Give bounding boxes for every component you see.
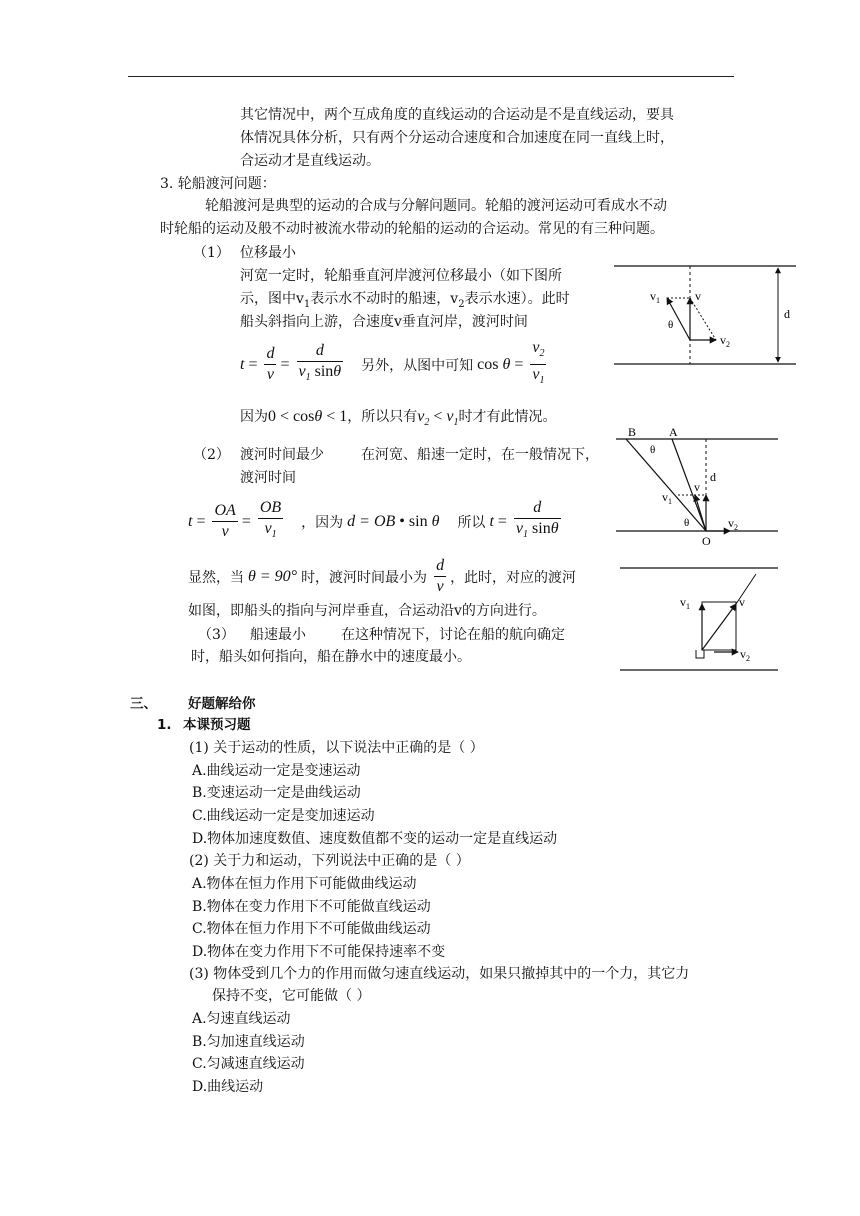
case-2-obvious-line: 显然，当 θ = 90° 时，渡河时间最小为 $\frac{d}{v}$ ，此时，对应的渡河	[188, 557, 577, 595]
intro-line-3: 合运动才是直线运动。	[240, 153, 380, 169]
question-3-option-a: A.匀速直线运动	[192, 1011, 291, 1027]
case-1-title: 位移最小	[240, 245, 296, 261]
question-3-stem-continued: 保持不变，它可能做（ ）	[212, 988, 371, 1004]
fig1-label-v2: $v_2$	[720, 333, 730, 349]
case-3-line-1: 在这种情况下，讨论在船的航向确定	[341, 627, 565, 643]
case-1-number: （1）	[193, 245, 230, 261]
fig2-label-v1: $v_1$	[662, 490, 672, 506]
header-rule	[128, 76, 734, 77]
case-3-title: 船速最小	[250, 627, 306, 643]
fig2-label-theta-bottom: θ	[684, 517, 690, 529]
subsection-1-number: 1.	[157, 717, 172, 733]
question-3-option-c: C.匀减速直线运动	[192, 1056, 305, 1072]
fig3-label-v: v	[739, 595, 745, 609]
figure-2-min-time	[614, 425, 780, 547]
question-1-option-a: A.曲线运动一定是变速运动	[192, 763, 361, 779]
question-2-stem: (2) 关于力和运动，下列说法中正确的是（ ）	[189, 853, 470, 869]
question-3-stem: (3) 物体受到几个力的作用而做匀速直线运动，如果只撤掉其中的一个力，其它力	[189, 966, 690, 982]
subsection-1-title: 本课预习题	[183, 717, 251, 733]
case-3-number: （3）	[198, 627, 235, 643]
figure-3-min-speed	[618, 566, 780, 672]
part-3-title: 好题解给你	[188, 696, 256, 712]
question-2-option-a: A.物体在恒力作用下可能做曲线运动	[192, 876, 417, 892]
case-2-title: 渡河时间最少	[240, 447, 324, 463]
fig1-label-d: d	[784, 307, 790, 321]
part-3-number: 三、	[130, 696, 157, 712]
question-3-option-d: D.曲线运动	[192, 1079, 264, 1095]
intro-line-2: 体情况具体分析，只有两个分运动合速度和合加速度在同一直线上时，	[240, 130, 674, 146]
question-2-option-d: D.物体在变力作用下不可能保持速率不变	[192, 944, 446, 960]
case-1-inequality-line: 因为0 < cosθ < 1，所以只有$v_2 < v_1$时才有此情况。	[240, 408, 557, 429]
question-2-option-c: C.物体在恒力作用下不可能做曲线运动	[192, 921, 431, 937]
fig1-label-v: v	[695, 289, 701, 303]
case-2-description: 在河宽、船速一定时，在一般情况下，	[361, 447, 599, 463]
intro-line-1: 其它情况中，两个互成角度的直线运动的合运动是不是直线运动，要具	[240, 107, 674, 123]
question-1-option-c: C.曲线运动一定是变加速运动	[192, 808, 375, 824]
section-3-para-line-2: 时轮船的运动及般不动时被流水带动的轮船的运动的合运动。常见的有三种问题。	[160, 221, 664, 237]
case-1-line-1: 河宽一定时，轮船垂直河岸渡河位移最小（如下图所	[240, 268, 562, 284]
question-2-option-b: B.物体在变力作用下不可能做直线运动	[192, 899, 431, 915]
fig2-label-A: A	[669, 425, 678, 439]
case-2-number: （2）	[193, 447, 230, 463]
section-3-heading: 3. 轮船渡河问题：	[160, 176, 276, 192]
fig2-label-theta-top: θ	[650, 444, 656, 456]
fig2-label-O: O	[702, 534, 711, 547]
fig2-label-v: v	[694, 480, 700, 494]
question-1-stem: (1) 关于运动的性质，以下说法中正确的是（ ）	[189, 740, 484, 756]
section-3-para-line-1: 轮船渡河是典型的运动的合成与分解问题同。轮船的渡河运动可看成水不动	[205, 198, 667, 214]
fig2-label-d: d	[710, 470, 716, 484]
fig2-label-v2: $v_2$	[728, 516, 738, 532]
case-2-line-after: 如图，即船头的指向与河岸垂直，合运动沿v的方向进行。	[188, 603, 546, 619]
fig2-label-B: B	[628, 425, 637, 439]
question-1-option-b: B.变速运动一定是曲线运动	[192, 785, 361, 801]
case-1-line-3: 船头斜指向上游，合速度v垂直河岸，渡河时间	[240, 314, 528, 330]
case-2-line-2: 渡河时间	[240, 470, 296, 486]
fig3-label-v2: $v_2$	[740, 647, 750, 663]
case-2-time-equation: t = $\frac{OA}{v}$ = $\frac{OB}{v_1}$ ，因为 d = OB • sin θ 所以 t = $\frac{d}{v_1 \sin\theta}$	[188, 499, 559, 541]
case-3-line-2: 时，船头如何指向，船在静水中的速度最小。	[191, 649, 471, 665]
case-1-line-2: 示，图中$v_1$表示水不动时的船速，$v_2$表示水速）。此时	[240, 291, 570, 310]
fig1-label-theta: θ	[668, 319, 674, 331]
figure-1-min-displacement	[610, 258, 800, 370]
question-3-option-b: B.匀加速直线运动	[192, 1034, 305, 1050]
case-1-time-equation: t = $\frac{d}{v}$ = $\frac{d}{v_1 \sin\theta}$ 另外，从图中可知 cos θ = $\frac{v_2}{v_1}$	[240, 339, 545, 387]
fig3-label-v1: $v_1$	[680, 595, 690, 611]
question-1-option-d: D.物体加速度数值、速度数值都不变的运动一定是直线运动	[192, 831, 558, 847]
fig1-label-v1: $v_1$	[650, 289, 660, 305]
